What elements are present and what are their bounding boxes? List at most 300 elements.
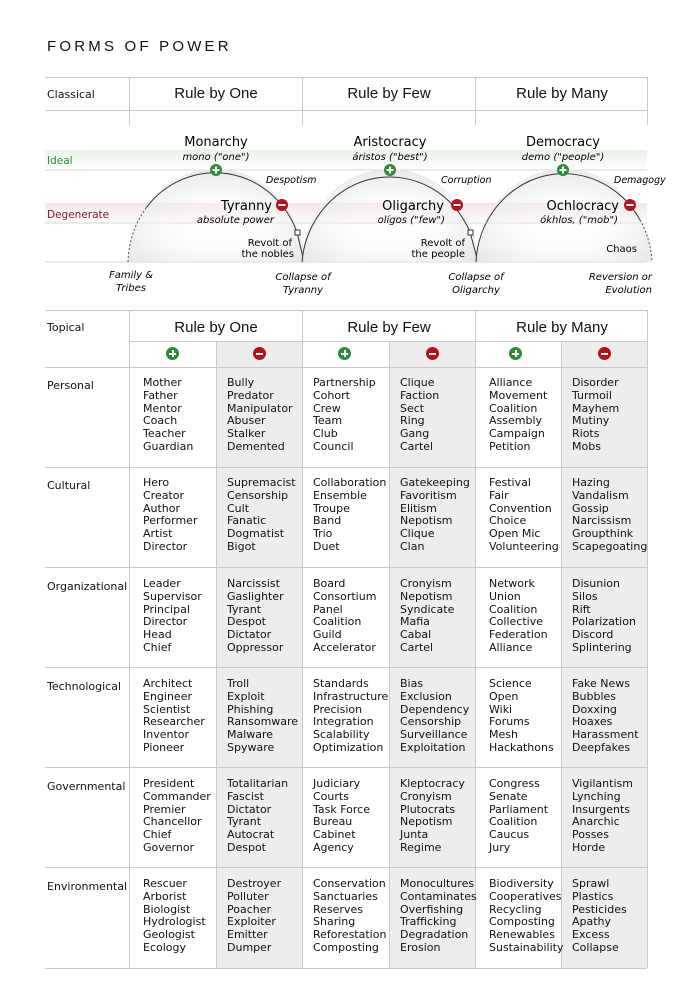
cell-term: Federation [489,628,548,642]
cell-term: Mayhem [572,401,620,415]
cell-term: Splintering [572,640,632,654]
bottom-label: Family & [108,270,154,281]
cell-term: Leader [143,577,181,590]
cell-term: Erosion [400,940,441,954]
cell-term: Optimization [313,740,384,754]
cell-term: Guild [313,628,342,642]
col-divider [561,341,562,968]
cell-term: Coalition [489,401,538,415]
cell-term: Posses [572,828,609,842]
cell-term: Rescuer [143,877,187,890]
cell-term: Narcissist [227,577,280,590]
cell-term: Chief [143,640,172,654]
cell-term: Parliament [489,802,549,816]
topical-cell [489,678,554,755]
cell-term: Hydrologist [143,915,206,929]
cell-term: Gang [400,427,430,441]
cell-term: Vandalism [572,488,629,502]
cell-term: Hoaxes [572,715,613,729]
cell-term: Ecology [143,940,187,954]
row-label-personal: Personal [47,379,94,392]
degenerate-row-label: Degenerate [47,209,110,221]
cell-term: Movement [489,388,548,402]
cell-term: Council [313,439,354,453]
cell-term: Pioneer [143,740,185,754]
cell-term: Exploiter [227,915,276,929]
cell-term: Manipulator [227,401,293,415]
cell-term: Festival [489,476,531,489]
cell-term: Consortium [313,589,377,603]
cell-term: Nepotism [400,514,453,528]
cell-term: Coach [143,414,178,428]
topical-cell [143,778,211,855]
cell-term: Narcissism [572,514,632,528]
cell-term: Engineer [143,689,192,703]
row-label-governmental: Governmental [47,780,126,793]
classical-cycle-diagram [0,125,687,303]
cell-term: Spyware [227,740,275,754]
cell-term: Integration [313,715,374,729]
col-divider [647,310,648,968]
cell-term: Judiciary [313,777,361,790]
topical-cell [572,477,647,554]
revolt-label: the people [411,249,465,260]
cell-term: Troupe [313,501,350,515]
cell-term: Composting [313,940,379,954]
cell-term: Conservation [313,877,386,890]
cell-term: Supremacist [227,476,296,489]
cell-term: Mobs [572,439,601,453]
cell-term: Duet [313,539,340,553]
cell-term: Regime [400,840,442,854]
cell-term: Premier [143,802,186,816]
decline-label: Demagogy [614,175,666,186]
topical-cell [489,878,563,955]
degenerate-form-name: Oligarchy [382,199,444,214]
cell-term: Open [489,689,519,703]
cell-term: Discord [572,628,614,642]
cell-term: Club [313,427,338,441]
ideal-plus-icon [384,164,396,176]
row-label-cultural: Cultural [47,479,91,492]
cell-term: Sect [400,401,425,415]
cell-term: Alliance [489,376,533,389]
ideal-form-etymology: mono ("one") [182,152,250,163]
cell-term: Hero [143,476,170,489]
cell-term: Cult [227,501,250,515]
cell-term: Father [143,388,178,402]
topical-cell [400,878,477,955]
degenerate-form-etymology: ókhlos, ("mob") [540,215,618,226]
classical-col-many: Rule by Many [516,85,608,102]
cell-term: Exploitation [400,740,466,754]
cell-term: Mesh [489,728,518,742]
cell-term: Fanatic [227,514,267,528]
cell-term: Fascist [227,789,264,803]
cell-term: Stalker [227,427,266,441]
cell-term: Despot [227,615,266,629]
cell-term: Dictator [227,628,272,642]
minus-icon [253,347,266,360]
cell-term: Cabal [400,628,432,642]
topical-cell [227,377,293,454]
cell-term: Horde [572,840,606,854]
cell-term: Reserves [313,902,363,916]
cell-term: Standards [313,677,369,690]
cell-term: Coalition [489,815,538,829]
row-divider [45,567,647,568]
cell-term: Sanctuaries [313,889,378,903]
cell-term: Sprawl [572,877,610,890]
cell-term: Trio [313,527,333,541]
cell-term: Vigilantism [572,777,633,790]
cell-term: Courts [313,789,349,803]
cell-term: Director [143,539,188,553]
topical-cell [227,878,281,955]
cell-term: Hazing [572,476,610,489]
cell-term: Rift [572,602,591,616]
cell-term: Collective [489,615,543,629]
cell-term: Gatekeeping [400,476,470,489]
chaos-label: Chaos [606,244,637,255]
row-divider [45,467,647,468]
cell-term: Ring [400,414,425,428]
cell-term: Disorder [572,376,619,389]
cell-term: Principal [143,602,190,616]
cell-term: Composting [489,915,555,929]
cell-term: Trafficking [400,915,457,929]
cell-term: Totalitarian [227,777,289,790]
cell-term: Hackathons [489,740,554,754]
ideal-form-etymology: demo ("people") [521,152,605,163]
ideal-form-etymology: áristos ("best") [352,152,428,163]
cell-term: Cartel [400,640,434,654]
cell-term: Agency [313,840,354,854]
topical-cell [572,778,633,855]
cell-term: Precision [313,702,363,716]
topical-cell [143,678,205,755]
cell-term: Anarchic [572,815,620,829]
row-label-organizational: Organizational [47,580,128,593]
cell-term: Author [143,501,181,515]
cell-term: Ransomware [227,715,299,729]
cell-term: Silos [572,589,598,603]
cell-term: Clique [400,527,435,541]
topical-cell [313,578,376,655]
cell-term: Destroyer [227,877,282,890]
ideal-plus-icon [210,164,222,176]
topical-bottom-rule [45,968,647,969]
cell-term: Syndicate [400,602,455,616]
cell-term: Geologist [143,928,195,942]
cell-term: Governor [143,840,195,854]
topical-cell [227,477,296,554]
cell-term: Forums [489,715,530,729]
revolt-marker [468,230,473,235]
revolt-label: the nobles [241,249,294,260]
cell-term: Arborist [143,889,187,903]
cell-term: Jury [489,840,511,854]
col-divider [129,310,130,968]
cell-term: Clan [400,539,425,553]
cell-term: Caucus [489,828,530,842]
cell-term: Excess [572,928,610,942]
topical-cell [572,678,639,755]
cell-term: Dogmatist [227,527,285,541]
cell-term: Malware [227,728,274,742]
cell-term: Dependency [400,702,470,716]
plus-icon [509,347,522,360]
cell-term: Despot [227,840,266,854]
decline-label: Corruption [441,175,492,186]
classical-header-bottom-rule [45,110,647,111]
cell-term: Gaslighter [227,589,284,603]
cell-term: Pesticides [572,902,627,916]
cell-term: Alliance [489,640,533,654]
topical-col-many: Rule by Many [516,319,608,336]
cell-term: Tyrant [227,602,262,616]
cell-term: Union [489,589,521,603]
cell-term: Cohort [313,388,350,402]
cell-term: Accelerator [313,640,376,654]
cell-term: Panel [313,602,343,616]
cell-term: Scapegoating [572,539,648,553]
topical-cell [572,878,627,955]
topical-cell [143,377,193,454]
cell-term: Elitism [400,501,437,515]
degenerate-minus-icon [451,199,463,211]
topical-cell [143,477,197,554]
cell-term: Fake News [572,677,631,690]
cell-term: Open Mic [489,527,541,541]
cell-term: Choice [489,514,527,528]
bottom-label: Evolution [605,285,652,296]
cell-term: Partnership [313,376,376,389]
topical-cell [400,778,465,855]
cell-term: Collapse [572,940,619,954]
cell-term: Cooperatives [489,889,562,903]
cell-term: Artist [143,527,173,541]
cell-term: Polarization [572,615,636,629]
ideal-form-name: Monarchy [184,135,248,150]
cell-term: Convention [489,501,552,515]
topical-cell [489,778,548,855]
cell-term: Reforestation [313,928,387,942]
cell-term: Head [143,628,172,642]
cell-term: Cronyism [400,789,452,803]
cell-term: Troll [227,677,250,690]
topical-cell [313,377,376,454]
cell-term: Insurgents [572,802,631,816]
cell-term: Lynching [572,789,621,803]
cell-term: Cronyism [400,577,452,590]
topical-cell [227,578,284,655]
cell-term: Deepfakes [572,740,631,754]
cell-term: Scientist [143,702,191,716]
cell-term: Nepotism [400,815,453,829]
cell-term: Polluter [227,889,269,903]
cell-term: Recycling [489,902,542,916]
cell-term: Junta [400,828,429,842]
cell-term: Surveillance [400,728,468,742]
row-divider [45,867,647,868]
degenerate-form-name: Ochlocracy [546,199,619,214]
topical-cell [143,878,206,955]
col-divider [302,310,303,968]
cell-term: Congress [489,777,540,790]
cell-term: Demented [227,439,285,453]
topical-label: Topical [47,321,85,334]
revolt-label: Revolt of [247,238,292,249]
cell-term: Crew [313,401,341,415]
cell-term: Cartel [400,439,434,453]
cell-term: Wiki [489,702,513,716]
cell-term: Task Force [313,802,370,816]
cell-term: Harassment [572,728,639,742]
classical-label: Classical [47,88,95,101]
topical-cell [400,578,454,655]
col-divider [389,341,390,968]
cell-term: Cabinet [313,828,356,842]
cell-term: Bias [400,677,424,690]
row-label-environmental: Environmental [47,880,128,893]
cell-term: Assembly [489,414,543,428]
cell-term: Researcher [143,715,205,729]
topical-cell [572,377,619,454]
col-divider [475,310,476,968]
cell-term: Faction [400,388,440,402]
cell-term: Doxxing [572,702,617,716]
cell-term: Overfishing [400,902,464,916]
topical-col-one: Rule by One [174,319,258,336]
minus-icon [426,347,439,360]
cell-term: Mafia [400,615,430,629]
cell-term: Director [143,615,188,629]
topical-cell [489,477,559,554]
degenerate-minus-icon [276,199,288,211]
cell-term: Disunion [572,577,620,590]
cell-term: Emitter [227,928,268,942]
bottom-label: Collapse of [448,272,504,283]
cell-term: Autocrat [227,828,275,842]
ideal-form-name: Democracy [526,135,600,150]
cell-term: Fair [489,488,509,502]
cell-term: Oppressor [227,640,284,654]
cell-term: Monocultures [400,877,475,890]
cell-term: Senate [489,789,528,803]
classical-header-top-rule [45,77,647,78]
topical-cell [313,878,386,955]
page-title: FORMS OF POWER [47,38,232,55]
revolt-marker [295,230,300,235]
cell-term: Censorship [227,488,289,502]
cell-term: Gossip [572,501,609,515]
topical-icon-rule [45,367,647,368]
cell-term: Band [313,514,342,528]
plus-icon [166,347,179,360]
cell-term: Dumper [227,940,272,954]
cell-term: Coalition [313,615,362,629]
cell-term: Coalition [489,602,538,616]
cell-term: Contaminates [400,889,477,903]
topical-col-few: Rule by Few [347,319,431,336]
cell-term: Nepotism [400,589,453,603]
cell-term: Bubbles [572,689,617,703]
bottom-label: Oligarchy [452,285,500,296]
cell-term: Mentor [143,401,182,415]
cell-term: Exclusion [400,689,452,703]
cell-term: Chancellor [143,815,202,829]
cell-term: Mutiny [572,414,610,428]
cell-term: Turmoil [572,388,612,402]
cell-term: Predator [227,388,274,402]
plus-icon [338,347,351,360]
topical-cell [227,778,288,855]
cell-term: Architect [143,677,193,690]
cell-term: Plastics [572,889,614,903]
bottom-label: Collapse of [275,272,331,283]
topical-cell [400,477,470,554]
cell-term: Petition [489,439,531,453]
cell-term: Guardian [143,439,194,453]
topical-cell [143,578,202,655]
cell-term: Degradation [400,928,469,942]
cell-term: Apathy [572,915,612,929]
bottom-label: Tyranny [283,285,323,296]
cell-term: Poacher [227,902,272,916]
classical-col-one: Rule by One [174,85,258,102]
bottom-label: Tribes [116,283,146,294]
topical-cell [489,578,548,655]
cell-term: Exploit [227,689,265,703]
cell-term: Bigot [227,539,256,553]
topical-cell [400,678,469,755]
revolt-label: Revolt of [420,238,465,249]
cell-term: Commander [143,789,211,803]
cell-term: Plutocrats [400,802,456,816]
cell-term: Abuser [227,414,266,428]
row-label-technological: Technological [47,680,122,693]
cell-term: Teacher [143,427,186,441]
topical-cell [400,377,439,454]
cell-term: Sustainability [489,940,564,954]
cell-term: Inventor [143,728,190,742]
cell-term: Infrastructure [313,689,389,703]
cell-term: Riots [572,427,600,441]
cell-term: Chief [143,828,172,842]
cell-term: Science [489,677,532,690]
cell-term: Bully [227,376,255,389]
cell-term: Clique [400,376,435,389]
topical-cell [489,377,547,454]
cell-term: Censorship [400,715,462,729]
degenerate-minus-icon [624,199,636,211]
cell-term: Mother [143,376,182,389]
cell-term: President [143,777,195,790]
cell-term: Dictator [227,802,272,816]
cell-term: Creator [143,488,185,502]
degenerate-form-etymology: absolute power [196,215,274,226]
cell-term: Favoritism [400,488,457,502]
cell-term: Sharing [313,915,356,929]
cell-term: Biodiversity [489,877,554,890]
cell-term: Supervisor [143,589,202,603]
topical-top-rule [45,310,647,311]
ideal-form-name: Aristocracy [353,135,427,150]
cell-term: Network [489,577,535,590]
row-divider [45,667,647,668]
cell-term: Campaign [489,427,545,441]
